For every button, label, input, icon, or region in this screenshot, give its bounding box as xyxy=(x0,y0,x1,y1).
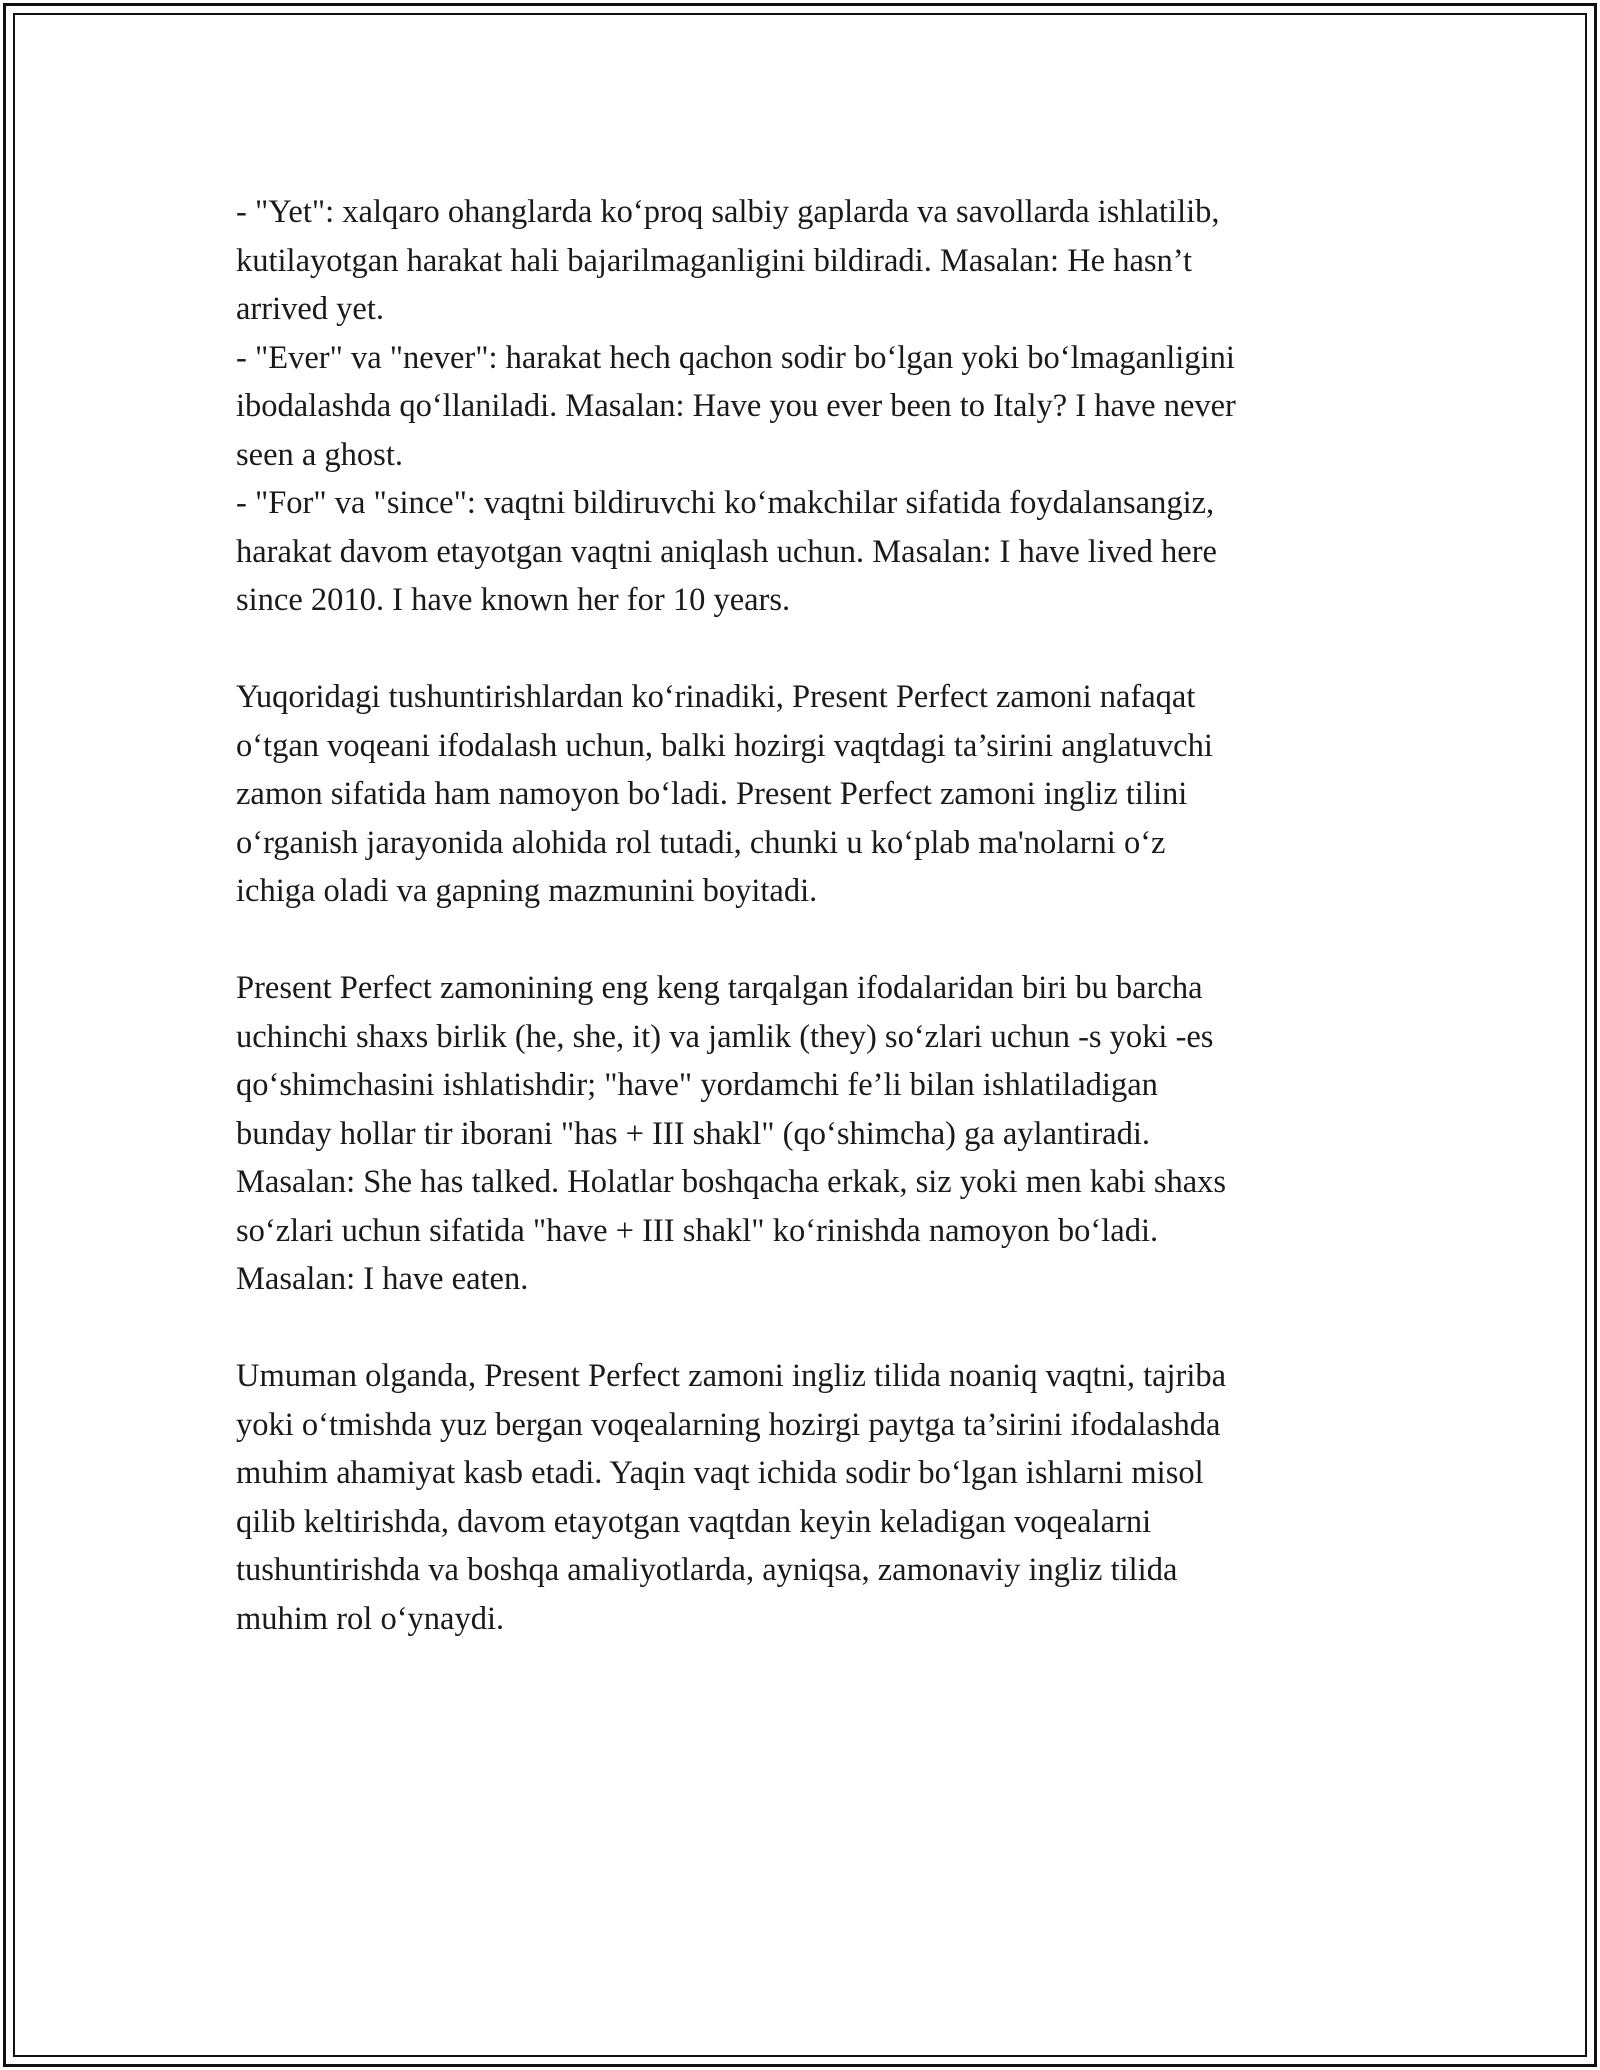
text-line: since 2010. I have known her for 10 years. xyxy=(236,582,791,618)
text-line: muhim ahamiyat kasb etadi. Yaqin vaqt ichida sodir bo‘lgan ishlarni misol xyxy=(236,1455,1204,1491)
text-line: Yuqoridagi tushuntirishlardan ko‘rinadiki, Present Perfect zamoni nafaqat xyxy=(236,679,1196,715)
text-line: ibodalashda qo‘llaniladi. Masalan: Have you ever been to Italy? I have never xyxy=(236,388,1236,424)
paragraph-conclusion xyxy=(236,1352,1386,1643)
text-line: o‘tgan voqeani ifodalash uchun, balki hozirgi vaqtdagi ta’sirini anglatuvchi xyxy=(236,727,1213,764)
text-line: qilib keltirishda, davom etayotgan vaqtdan keyin keladigan voqealarni xyxy=(236,1503,1152,1540)
text-line: - "For" va "since": vaqtni bildiruvchi ko‘makchilar sifatida foydalansangiz, xyxy=(236,485,1215,521)
text-line: - "Ever" va "never": harakat hech qachon sodir bo‘lgan yoki bo‘lmaganligini xyxy=(236,339,1235,376)
text-line: so‘zlari uchun sifatida "have + III shakl" ko‘rinishda namoyon bo‘ladi. xyxy=(236,1212,1159,1249)
text-line: kutilayotgan harakat hali bajarilmaganligini bildiradi. Masalan: He hasn’t xyxy=(236,242,1193,279)
text-line: seen a ghost. xyxy=(236,436,403,473)
text-line: ichiga oladi va gapning mazmunini boyitadi. xyxy=(236,873,818,909)
text-line: uchinchi shaxs birlik (he, she, it) va jamlik (they) so‘zlari uchun -s yoki -es xyxy=(236,1018,1214,1055)
text-line: yoki o‘tmishda yuz bergan voqealarning hozirgi paytga ta’sirini ifodalashda xyxy=(236,1406,1221,1443)
paragraph-summary xyxy=(236,673,1386,916)
text-line: bunday hollar tir iborani "has + III shakl" (qo‘shimcha) ga aylantiradi. xyxy=(236,1115,1150,1152)
text-line: Masalan: I have eaten. xyxy=(236,1261,529,1297)
text-line: Masalan: She has talked. Holatlar boshqacha erkak, siz yoki men kabi shaxs xyxy=(236,1164,1227,1200)
document-body xyxy=(236,188,1386,1692)
paragraph-forms xyxy=(236,964,1386,1304)
text-line: qo‘shimchasini ishlatishdir; "have" yordamchi fe’li bilan ishlatiladigan xyxy=(236,1067,1158,1103)
text-line: zamon sifatida ham namoyon bo‘ladi. Present Perfect zamoni ingliz tilini xyxy=(236,776,1188,812)
text-line: Present Perfect zamonining eng keng tarqalgan ifodalaridan biri bu barcha xyxy=(236,970,1203,1006)
text-line: Umuman olganda, Present Perfect zamoni ingliz tilida noaniq vaqtni, tajriba xyxy=(236,1358,1227,1394)
text-line: muhim rol o‘ynaydi. xyxy=(236,1600,505,1637)
text-line: tushuntirishda va boshqa amaliyotlarda, ayniqsa, zamonaviy ingliz tilida xyxy=(236,1552,1178,1588)
text-line: arrived yet. xyxy=(236,291,384,327)
text-line: harakat davom etayotgan vaqtni aniqlash uchun. Masalan: I have lived here xyxy=(236,533,1217,570)
text-line: o‘rganish jarayonida alohida rol tutadi, chunki u ko‘plab ma'nolarni o‘z xyxy=(236,824,1166,861)
text-line: - "Yet": xalqaro ohanglarda ko‘proq salbiy gaplarda va savollarda ishlatilib, xyxy=(236,194,1220,230)
paragraph-adverbs xyxy=(236,188,1386,625)
